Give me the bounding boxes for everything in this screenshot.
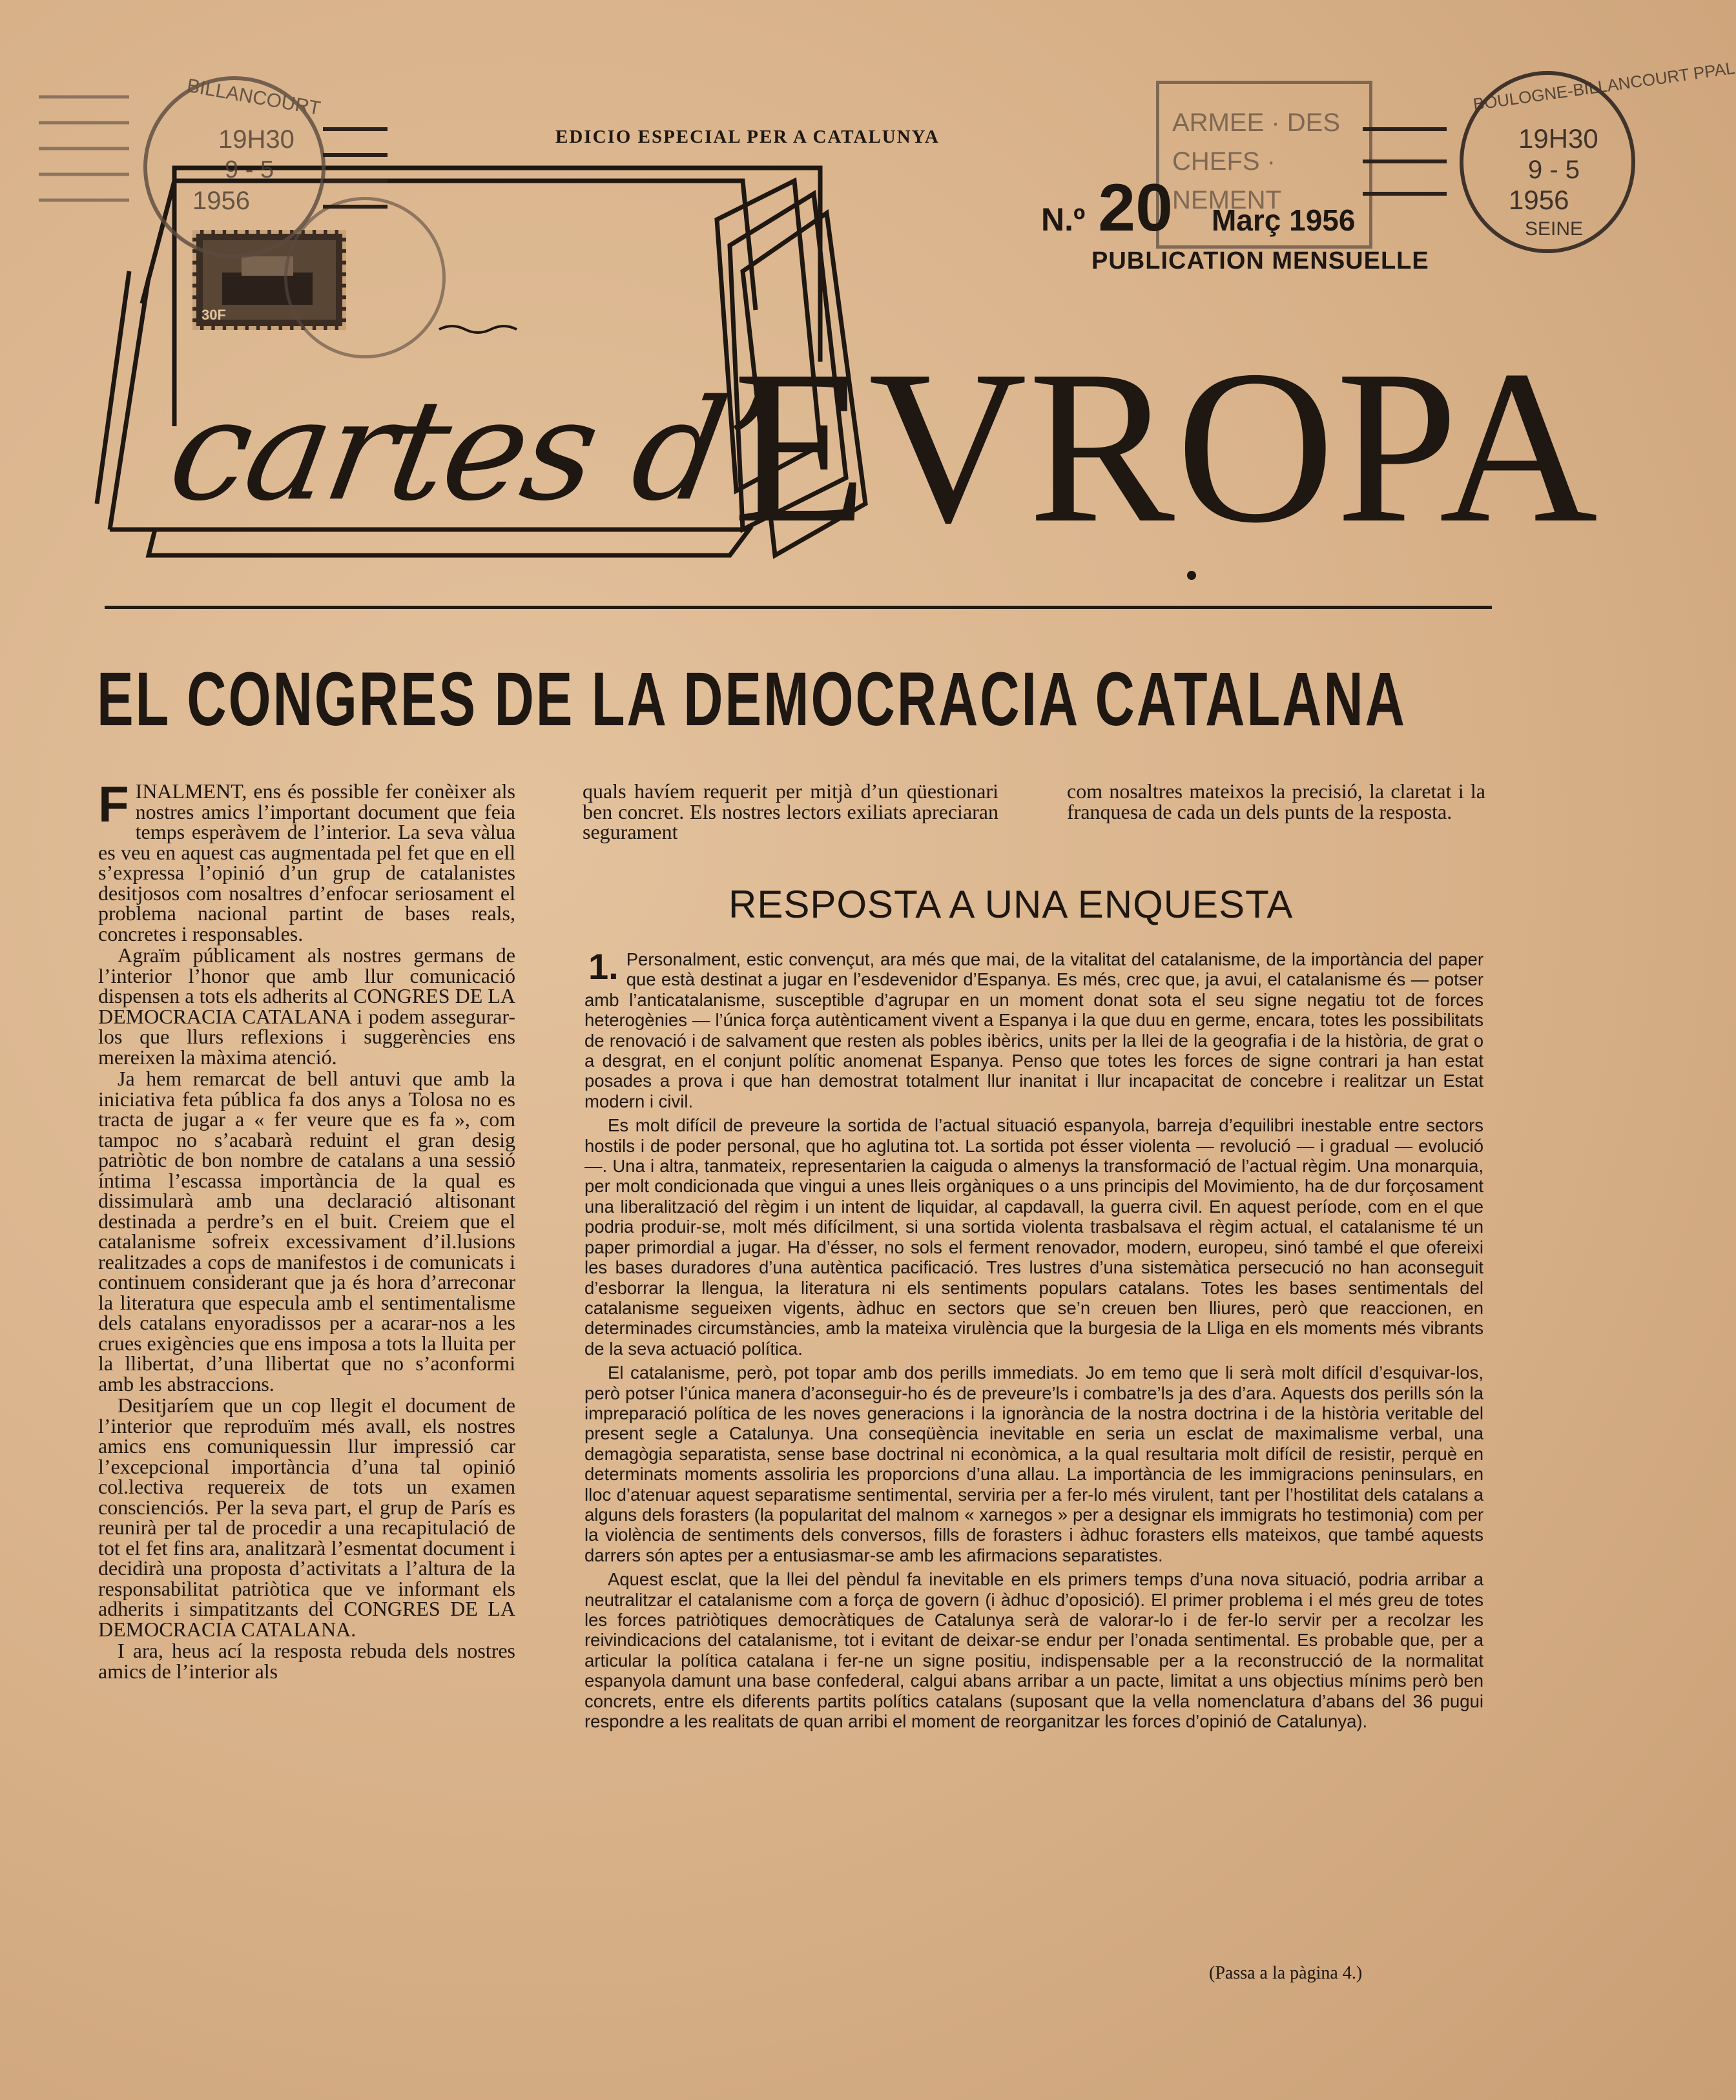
postmark-year: 1956: [192, 187, 250, 215]
postmark-time: 19H30: [218, 125, 294, 154]
postmark-right-year: 1956: [1509, 185, 1569, 215]
paragraph-2: Agraïm públicament als nostres germans de l’interior l’honor que amb llur comunicació dispensen a tots els adherits al CONGRES DE LA DEMOCRACIA CATALANA i podem assegurar-los que llurs reflexions i suggerències ens mereixen la màxima atenció.: [98, 943, 515, 1069]
drop-cap: F: [98, 776, 129, 832]
postmark-day: 9 - 5: [225, 156, 274, 183]
issue-date: Març 1956: [1211, 203, 1356, 237]
answer-paragraph-3: El catalanisme, però, pot topar amb dos perills immediats. Jo em temo que li serà molt difícil d’esquivar-los, però potser l’única manera d’aconseguir-ho és de preveure’ls i combatre’ls ja des d’ara. Aquests dos perills són la impreparació política de les noves generacions i la ignorància de la nostra doctrina i de la història veritable del present segle a Catalunya. Una conseqüència inevitable en seria un esclat de maximalisme verbal, una demagògia separatista, sense base doctrinal ni econòmica, a la qual resultaria molt difícil de resistir, perquè en determinats moments assoliria les proporcions d’una allau. La importància de les immigracions peninsulars, en lloc d’atenuar aquest separatisme sentimental, serviria per a fer-lo més virulent, tant per l’hostilitat dels catalans a alguns dels forasters (la popularitat del malnom « xarnegos » per a designar els immigrats ho testimonia) com per la violència de sentiments dels conversos, fills de forasters i àdhuc forasters ells mateixos, que també aquests darrers són aptes per a entusiasmar-se amb les afirmacions separatistes.: [584, 1363, 1483, 1565]
answer-paragraph-2: Es molt difícil de preveure la sortida de l’actual situació espanyola, barreja d’equilibri inestable entre sectors hostils i de poder personal, que ho aglutina tot. La sortida pot ésser violenta — revolució — i gradual — evolució —. Una i altra, tanmateix, representarien la caiguda o almenys la transformació de l’actual règim. Una monarquia, per molt condicionada que vingui a unes lleis orgàniques o a uns principis del Movimiento, ha de dur forçosament una liberalització del règim i un intent de liquidar, al capdavall, la guerra civil. En aquest període, com en el que podria produir-se, molt més difícilment, si una sortida violenta trasbalsava el règim actual, el catalanisme té un paper primordial a jugar. Ha d’ésser, no sols el ferment renovador, modern, europeu, sinó també el que ofereixi les bases duradores d’una autèntica pacificació. Tres lustres d’una sistemàtica persecució no han aconseguit d’esborrar la llengua, la literatura ni els sentiments populars catalans. Totes les bases sentimentals del catalanisme segueixen vigents, àdhuc en sectors que se’n creuen ben lliures, però que reaccionen, en determinades circumstàncies, amb la mateixa virulència que la burgesia de la Lliga en els moments més vibrants de la seva actuació política.: [584, 1115, 1483, 1359]
paragraph-text: INALMENT, ens és possible fer conèixer als nostres amics l’important document que feia temps esperàvem de l’interior. La seva vàlua es veu en aquest cas augmentada pel fet que en ell s’expressa l’opinió d’un grup de catalanistes desitjosos com nosaltres d’enfocar seriosament el problema nacional partint de bases reals, concretes i responsables.: [98, 779, 515, 945]
paragraph-5: I ara, heus ací la resposta rebuda dels nostres amics de l’interior als: [98, 1639, 515, 1683]
issue-number: 20: [1098, 170, 1173, 245]
answer-paragraph-1: [584, 946, 1483, 1111]
cancel-lines-left: [323, 123, 400, 232]
answer-block: [584, 946, 1483, 1735]
masthead-rule: [105, 606, 1492, 609]
postmark-right-day: 9 - 5: [1528, 156, 1580, 184]
cancel-lines-far-left: [39, 84, 136, 278]
article-column-1: [98, 776, 516, 1683]
article-column-2: [583, 781, 998, 844]
section-subheading: RESPOSTA A UNA ENQUESTA: [728, 883, 1294, 926]
article-headline: EL CONGRES DE LA DEMOCRACIA CATALANA: [97, 657, 1407, 742]
continued-note: (Passa a la pàgina 4.): [1209, 1963, 1363, 1983]
column-2-text: quals havíem requerit per mitjà d’un qüestionari ben concret. Els nostres lectors exiliats apreciaran segurament: [583, 779, 998, 843]
postmark-right-dept: SEINE: [1525, 218, 1584, 240]
postmark-right-time: 19H30: [1518, 123, 1598, 154]
stamp-value: 30F: [202, 307, 226, 323]
column-3-text: com nosaltres mateixos la precisió, la claretat i la franquesa de cada un dels punts de la resposta.: [1067, 779, 1485, 823]
paragraph-1: [98, 776, 515, 945]
answer-paragraph-4: Aquest esclat, que la llei del pèndul fa inevitable en els primers temps d’una nova situació, podria arribar a neutralitzar el catalanisme com a força de govern (i àdhuc d’oposició). El primer problema i el més greu de totes les forces patriòtiques democràtiques de Catalunya serà de valorar-lo i de fer-lo servir per a recolzar les reivindicacions del catalanisme, tot i evitant de deixar-se endur per l’onada sentimental. Es probable que, per a articular la política catalana i fer-ne un signe positiu, indispensable per a la reconstrucció de la normalitat espanyola damunt una base confederal, calgui abans arribar a un pacte, limitat a uns objectius mínims però ben concrets, entre els diferents partits polítics catalans (suposant que la vella nomenclatura d’abans del 36 pugui respondre a les realitats de quan arribi el moment de reorganitzar les forces d’opinió de Catalunya).: [584, 1569, 1483, 1732]
answer-number: 1.: [588, 946, 619, 987]
logo-dot: [1187, 571, 1196, 580]
paragraph-4: Desitjaríem que un cop llegit el document de l’interior que reproduïm més avall, els nostres amics ens comuniquessin llur impressió car l’excepcional importància d’una tal opinió col.lectiva requereix de tots un examen conscienciós. Per la seva part, el grup de París es reunirà per tal de procedir a una recapitulació de tot el fet fins ara, analitzarà l’esmentat document i decidirà una proposta d’activitats a l’altura de la responsabilitat patriòtica que ve informant els adherits i simpatitzants del CONGRES DE LA DEMOCRACIA CATALANA.: [98, 1394, 515, 1641]
issue-line: [1041, 170, 1356, 245]
flag-cancel-text: ARMEE · DES CHEFS · NEMENT: [1172, 108, 1341, 214]
edition-label: EDICIO ESPECIAL PER A CATALUNYA: [555, 127, 940, 147]
postmark-right-ring-text: BOULOGNE-BILLANCOURT PPAL: [1472, 57, 1736, 114]
logo-cursive: cartes d’: [158, 369, 778, 531]
paragraph-3: Ja hem remarcat de bell antuvi que amb la iniciativa feta pública fa dos anys a Tolosa no es tracta de jugar a « fer veure que es fa », com tampoc no s’acabarà reduint el gran desig patriòtic de bon nombre de catalans a una sessió íntima l’escassa importància de la qual es dissimularà amb una declaració altisonant destinada a perdre’s en el buit. Creiem que el catalanisme sofreix excessivament d’il.lusions realitzades a cops de manifestos i de comunicats i continuem considerant que ja és hora d’arreconar la literatura que especula amb el sentimentalisme dels catalans enyoradissos per a acarar-nos a les crues exigències que ens imposa a tots la lluita per la llibertat, d’una llibertat que no s’aconformi amb les abstraccions.: [98, 1067, 516, 1395]
issue-prefix: N.º: [1041, 201, 1086, 238]
postmark-ring-text: BILLANCOURT: [185, 75, 322, 119]
publication-frequency: PUBLICATION MENSUELLE: [1091, 247, 1429, 274]
article-column-3: [1067, 781, 1485, 823]
logo-title: EVROPA: [733, 325, 1599, 568]
answer-text: Personalment, estic convençut, ara més que mai, de la vitalitat del catalanisme, de la importància del paper que està destinat a jugar en l’esdevenidor d’Espanya. Es més, crec que, ja avui, el catalanisme és — potser amb l’anticatalanisme, susceptible d’agrupar en un moment donat sota el seu signe negatiu tot de forces heterogènies — l’única força autènticament vivent a Espanya i la que duu en germe, encara, totes les possibilitats de renovació i de salvament que resten als pobles ibèrics, units per la llei de la geografia i de la història, de grat o a desgrat, en el conjunt polític anomenat Espanya. Penso que totes les forces de signe contrari ja han estat posades a prova i que han demostrat totalment llur inanitat i llur incapacitat de concebre i realitzar un Estat modern i civil.: [584, 949, 1483, 1111]
cancel-lines-center: [1363, 123, 1460, 232]
